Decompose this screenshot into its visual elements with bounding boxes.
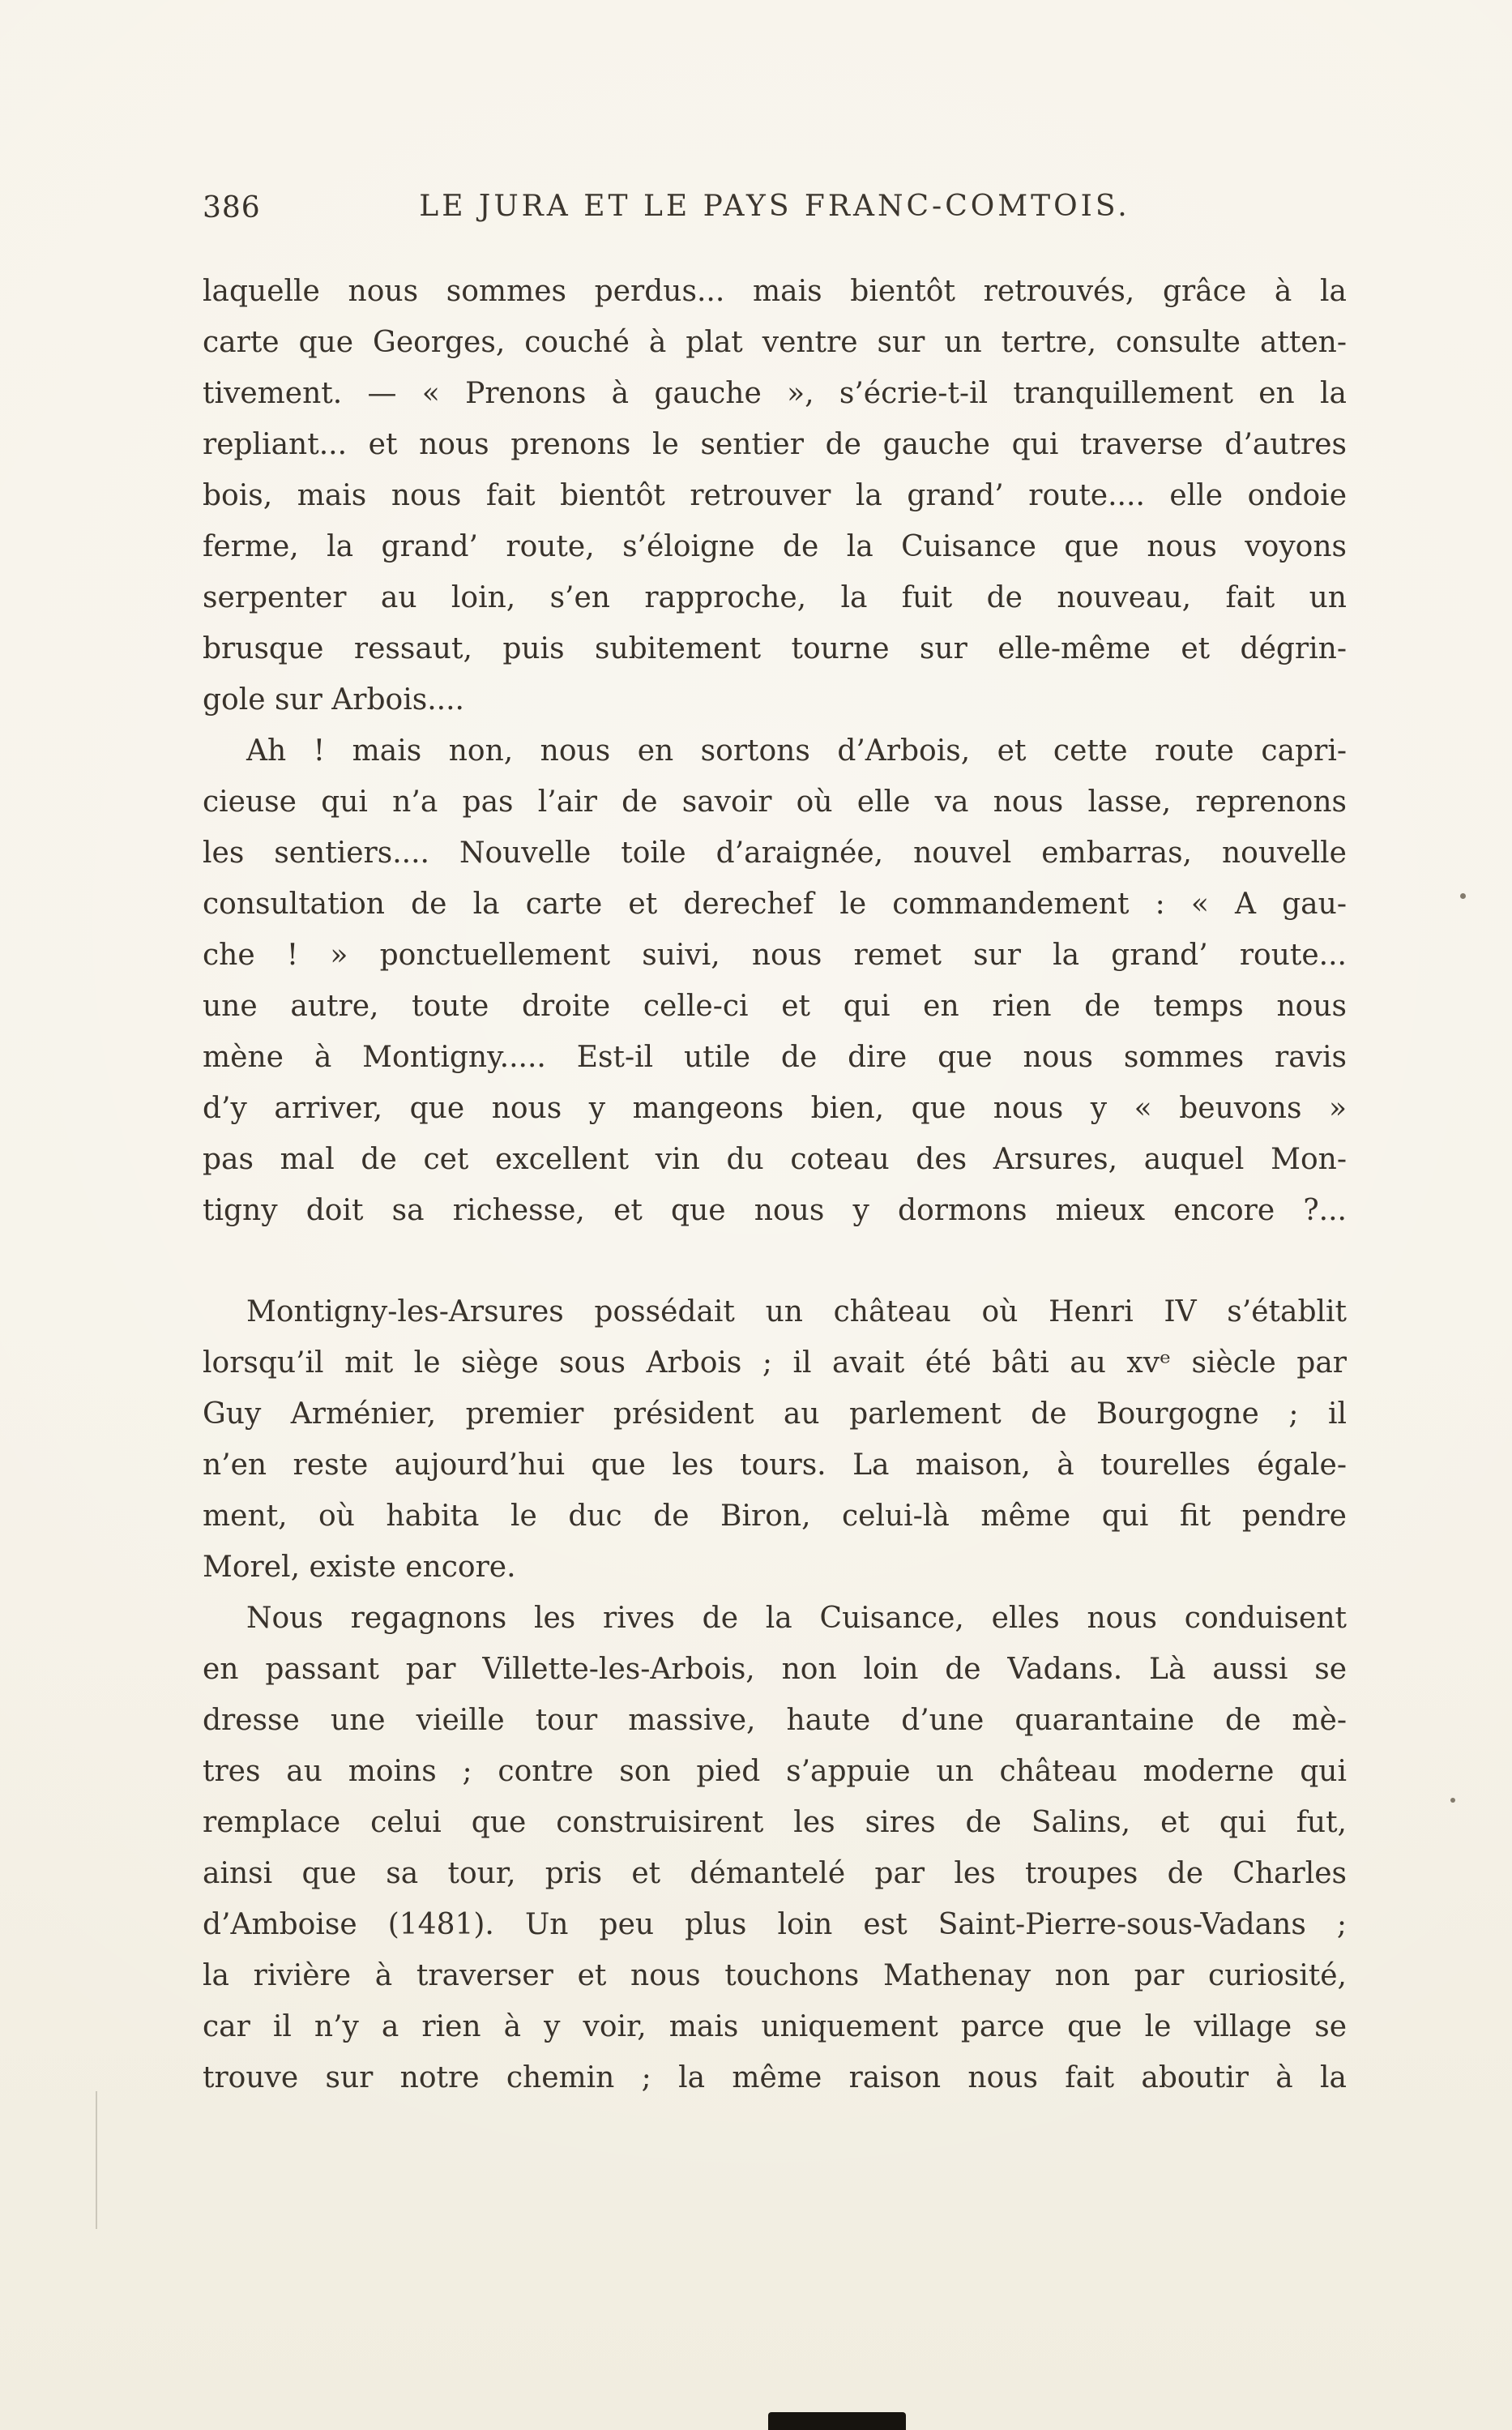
- text-line: une autre, toute droite celle-ci et qui en rien de temps nous: [203, 990, 1347, 1023]
- text-line: Morel, existe encore.: [203, 1551, 516, 1584]
- text-line: la rivière à traverser et nous touchons Mathenay non par curiosité,: [203, 1959, 1347, 1992]
- text-line: tivement. — « Prenons à gauche », s’écrie-t-il tranquillement en la: [203, 377, 1347, 410]
- text-line: Ah ! mais non, nous en sortons d’Arbois, et cette route capri-: [246, 734, 1347, 768]
- text-line: trouve sur notre chemin ; la même raison nous fait aboutir à la: [203, 2061, 1347, 2094]
- paragraph-3: [203, 1286, 1347, 1593]
- page-number: 386: [203, 191, 261, 225]
- text-line: d’Amboise (1481). Un peu plus loin est Saint-Pierre-sous-Vadans ;: [203, 1908, 1347, 1941]
- text-line: Nous regagnons les rives de la Cuisance, elles nous conduisent: [246, 1602, 1347, 1635]
- text-line: consultation de la carte et derechef le commandement : « A gau-: [203, 888, 1347, 921]
- text-block: [203, 266, 1347, 2103]
- text-line: tigny doit sa richesse, et que nous y dormons mieux encore ?...: [203, 1194, 1347, 1227]
- paragraph-4: [203, 1593, 1347, 2103]
- text-line: pas mal de cet excellent vin du coteau des Arsures, auquel Mon-: [203, 1143, 1347, 1176]
- text-line: remplace celui que construisirent les sires de Salins, et qui fut,: [203, 1806, 1347, 1839]
- text-line: carte que Georges, couché à plat ventre sur un tertre, consulte atten-: [203, 326, 1347, 359]
- text-line: Montigny-les-Arsures possédait un château où Henri IV s’établit: [246, 1295, 1347, 1328]
- text-line: serpenter au loin, s’en rapproche, la fuit de nouveau, fait un: [203, 581, 1347, 614]
- text-line: gole sur Arbois....: [203, 683, 464, 717]
- text-line: dresse une vieille tour massive, haute d’une quarantaine de mè-: [203, 1704, 1347, 1737]
- running-title: LE JURA ET LE PAYS FRANC-COMTOIS.: [419, 190, 1130, 223]
- text-line: les sentiers.... Nouvelle toile d’araignée, nouvel embarras, nouvelle: [203, 836, 1347, 870]
- text-line: n’en reste aujourd’hui que les tours. La maison, à tourelles égale-: [203, 1448, 1347, 1482]
- paragraph-2: [203, 725, 1347, 1236]
- text-line: Guy Arménier, premier président au parlement de Bourgogne ; il: [203, 1397, 1347, 1431]
- text-line: ainsi que sa tour, pris et démantelé par les troupes de Charles: [203, 1857, 1347, 1890]
- text-line: bois, mais nous fait bientôt retrouver la grand’ route.... elle ondoie: [203, 479, 1347, 512]
- text-line: tres au moins ; contre son pied s’appuie un château moderne qui: [203, 1755, 1347, 1788]
- paragraph-1: [203, 266, 1347, 725]
- text-line: repliant... et nous prenons le sentier de gauche qui traverse d’autres: [203, 428, 1347, 461]
- text-line: cieuse qui n’a pas l’air de savoir où elle va nous lasse, reprenons: [203, 785, 1347, 819]
- text-line: che ! » ponctuellement suivi, nous remet sur la grand’ route...: [203, 939, 1347, 972]
- text-line: en passant par Villette-les-Arbois, non loin de Vadans. Là aussi se: [203, 1653, 1347, 1686]
- text-line: mène à Montigny..... Est-il utile de dire que nous sommes ravis: [203, 1041, 1347, 1074]
- page-header: [203, 190, 1347, 230]
- scan-speck: [1450, 1798, 1455, 1803]
- text-line: laquelle nous sommes perdus... mais bientôt retrouvés, grâce à la: [203, 275, 1347, 308]
- scan-fold-artifact: [96, 2091, 97, 2229]
- text-line: ferme, la grand’ route, s’éloigne de la Cuisance que nous voyons: [203, 530, 1347, 563]
- text-line: ment, où habita le duc de Biron, celui-là même qui fit pendre: [203, 1499, 1347, 1533]
- text-line: lorsqu’il mit le siège sous Arbois ; il avait été bâti au xvᵉ siècle par: [203, 1346, 1347, 1380]
- scan-bottom-artifact: [768, 2412, 906, 2430]
- scan-speck: [1460, 893, 1466, 899]
- text-line: d’y arriver, que nous y mangeons bien, que nous y « beuvons »: [203, 1092, 1347, 1125]
- text-line: brusque ressaut, puis subitement tourne sur elle-même et dégrin-: [203, 632, 1347, 665]
- text-line: car il n’y a rien à y voir, mais uniquement parce que le village se: [203, 2010, 1347, 2043]
